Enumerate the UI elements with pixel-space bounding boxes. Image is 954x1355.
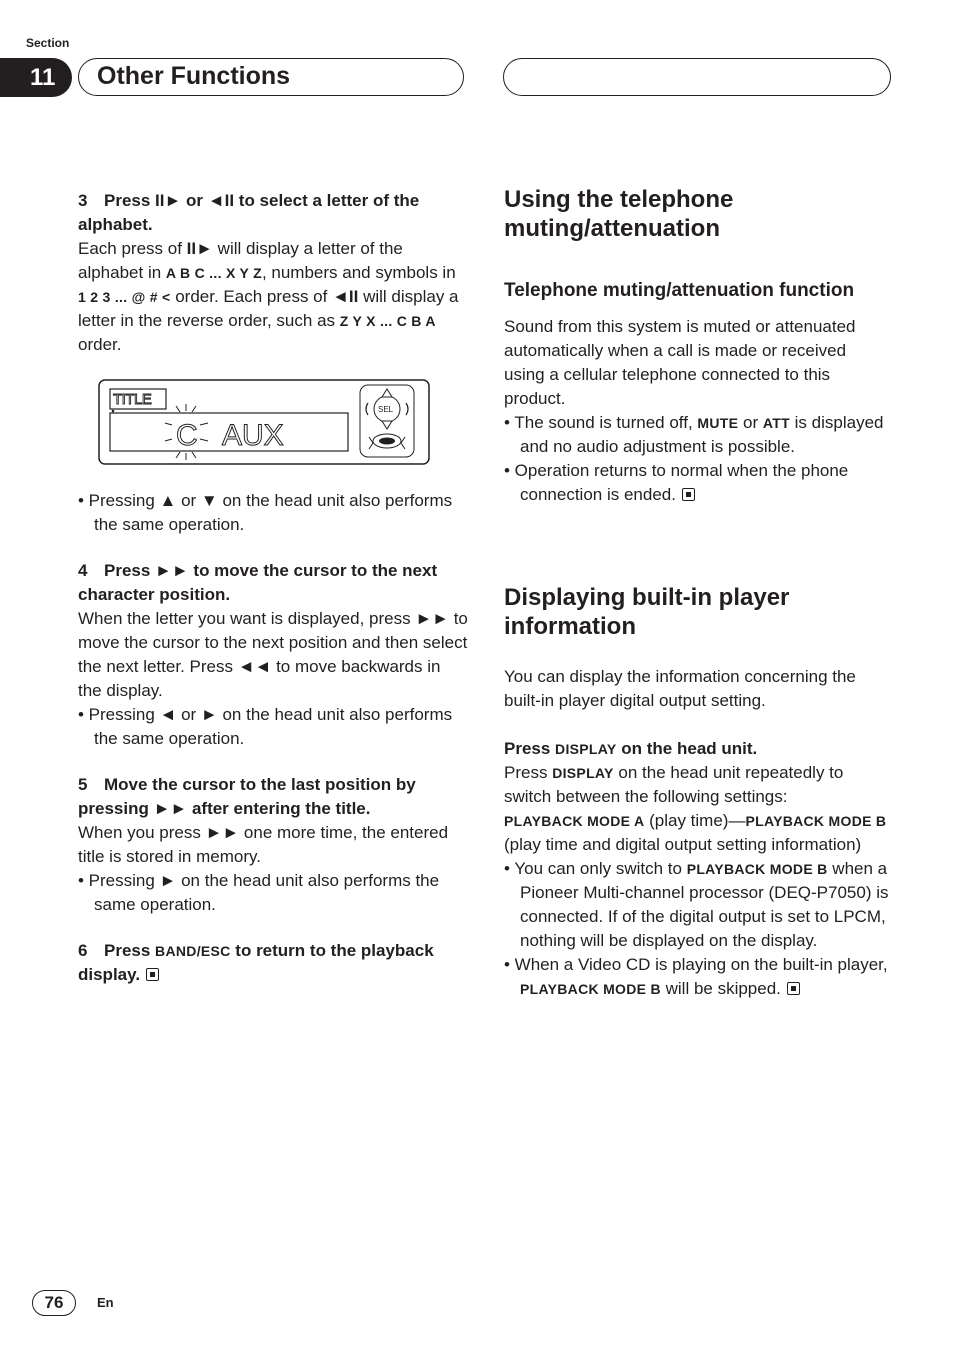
language-label: En xyxy=(97,1295,114,1310)
step-text: to return to the playback display. xyxy=(78,941,434,984)
step-number: 3 xyxy=(78,191,88,210)
text: Press xyxy=(504,763,553,782)
mode-b-label: PLAYBACK MODE B xyxy=(686,861,828,877)
lcd-display-illustration xyxy=(98,379,430,465)
band-esc-button-label: BAND/ESC xyxy=(155,943,231,959)
display-button-label: DISPLAY xyxy=(552,765,614,781)
step-number: 5 xyxy=(78,775,88,794)
section-heading-telephone: Using the telephone muting/attenuation xyxy=(504,186,734,242)
step-text: or xyxy=(181,191,208,210)
page-number: 76 xyxy=(32,1290,76,1316)
next-button-symbol: II► xyxy=(155,191,182,210)
left-column xyxy=(78,189,468,987)
mute-label: MUTE xyxy=(697,415,739,431)
lcd-cursor-char: C xyxy=(176,419,198,452)
step-number: 6 xyxy=(78,941,88,960)
telephone-bullet-normal xyxy=(504,459,889,507)
step-4-bullet: • Pressing ◄ or ► on the head unit also performs the same operation. xyxy=(78,705,453,748)
step-text: on the head unit. xyxy=(616,739,758,758)
section-label: Section xyxy=(26,36,70,50)
step-5-instruction xyxy=(78,773,468,821)
next-button-symbol: II► xyxy=(186,239,213,258)
page-title: Other Functions xyxy=(78,58,464,96)
text: (play time)— xyxy=(644,811,746,830)
text: order. xyxy=(78,335,122,354)
header-box-empty xyxy=(503,58,891,96)
step-number: 4 xyxy=(78,561,88,580)
text: order. Each press of xyxy=(170,287,333,306)
player-info-description: You can display the information concerning the built-in player digital output setting. xyxy=(504,667,856,710)
mode-b-label: PLAYBACK MODE B xyxy=(520,981,661,997)
lcd-title-tag: TITLE xyxy=(113,391,152,408)
section-heading-player-info: Displaying built-in player information xyxy=(504,584,790,640)
text: • You can only switch to xyxy=(504,859,687,878)
bullet-up-down: • Pressing ▲ or ▼ on the head unit also performs the same operation. xyxy=(78,491,453,534)
text: will display a letter of the alphabet in xyxy=(78,239,403,282)
step-3-description xyxy=(78,237,468,357)
display-button-label: DISPLAY xyxy=(555,741,617,757)
subheading-telephone-function: Telephone muting/attenuation function xyxy=(504,280,855,301)
text: on the head unit repeatedly to switch between the following settings: xyxy=(504,763,844,806)
text: Each press of xyxy=(78,239,187,258)
text: will be skipped. xyxy=(660,979,781,998)
text: or xyxy=(738,413,763,432)
symbols-sequence: 1 2 3 ... @ # < xyxy=(78,289,171,305)
lcd-text: AUX xyxy=(222,419,284,452)
prev-button-symbol: ◄II xyxy=(207,191,235,210)
reverse-sequence: Z Y X ... C B A xyxy=(339,313,436,329)
prev-button-symbol: ◄II xyxy=(332,287,359,306)
step-6-instruction xyxy=(78,939,468,987)
step-text: Press xyxy=(104,191,156,210)
step-4-description: When the letter you want is displayed, press ►► to move the cursor to the next position and then select the next letter. Press ◄◄ to move backwards in the display. xyxy=(78,609,468,700)
display-step-description xyxy=(504,761,889,809)
text: , numbers and symbols in xyxy=(261,263,456,282)
display-step-instruction xyxy=(504,737,889,761)
step-text: Press ►► to move the cursor to the next character position. xyxy=(78,561,438,604)
text: (play time and digital output setting information) xyxy=(504,835,862,854)
section-number-badge: 11 xyxy=(0,58,72,97)
text: when a Pioneer Multi-channel processor (DEQ-P7050) is connected. If of the digital output is set to LPCM, nothing will be displayed on the display. xyxy=(520,859,889,950)
player-bullet-videocd xyxy=(504,953,889,1001)
step-text: Move the cursor to the last position by pressing ►► after entering the title. xyxy=(78,775,416,818)
step-4-instruction xyxy=(78,559,468,607)
letters-sequence: A B C ... X Y Z xyxy=(165,265,262,281)
mode-b-label: PLAYBACK MODE B xyxy=(745,813,887,829)
step-text: Press xyxy=(104,941,156,960)
text: will display a letter in the reverse order, such as xyxy=(78,287,459,330)
step-text: Press xyxy=(504,739,556,758)
step-text: to select a letter of the alphabet. xyxy=(78,191,420,234)
playback-modes xyxy=(504,809,889,857)
text: • Operation returns to normal when the phone connection is ended. xyxy=(504,461,849,504)
telephone-description: Sound from this system is muted or attenuated automatically when a call is made or received using a cellular telephone connected to this product. xyxy=(504,317,856,408)
text: is displayed and no audio adjustment is possible. xyxy=(520,413,884,456)
step-5-bullet: • Pressing ► on the head unit also performs the same operation. xyxy=(78,871,440,914)
player-bullet-switch xyxy=(504,857,889,953)
end-mark-icon xyxy=(682,488,695,501)
end-mark-icon xyxy=(787,982,800,995)
right-column xyxy=(504,185,889,1001)
text: • The sound is turned off, xyxy=(504,413,698,432)
att-label: ATT xyxy=(762,415,790,431)
sel-label: SEL xyxy=(378,405,394,414)
end-mark-icon xyxy=(146,968,159,981)
step-3-instruction xyxy=(78,189,468,237)
text: • When a Video CD is playing on the built-in player, xyxy=(504,955,888,974)
mode-a-label: PLAYBACK MODE A xyxy=(504,813,645,829)
telephone-bullet-mute xyxy=(504,411,889,459)
step-5-description: When you press ►► one more time, the entered title is stored in memory. xyxy=(78,823,449,866)
